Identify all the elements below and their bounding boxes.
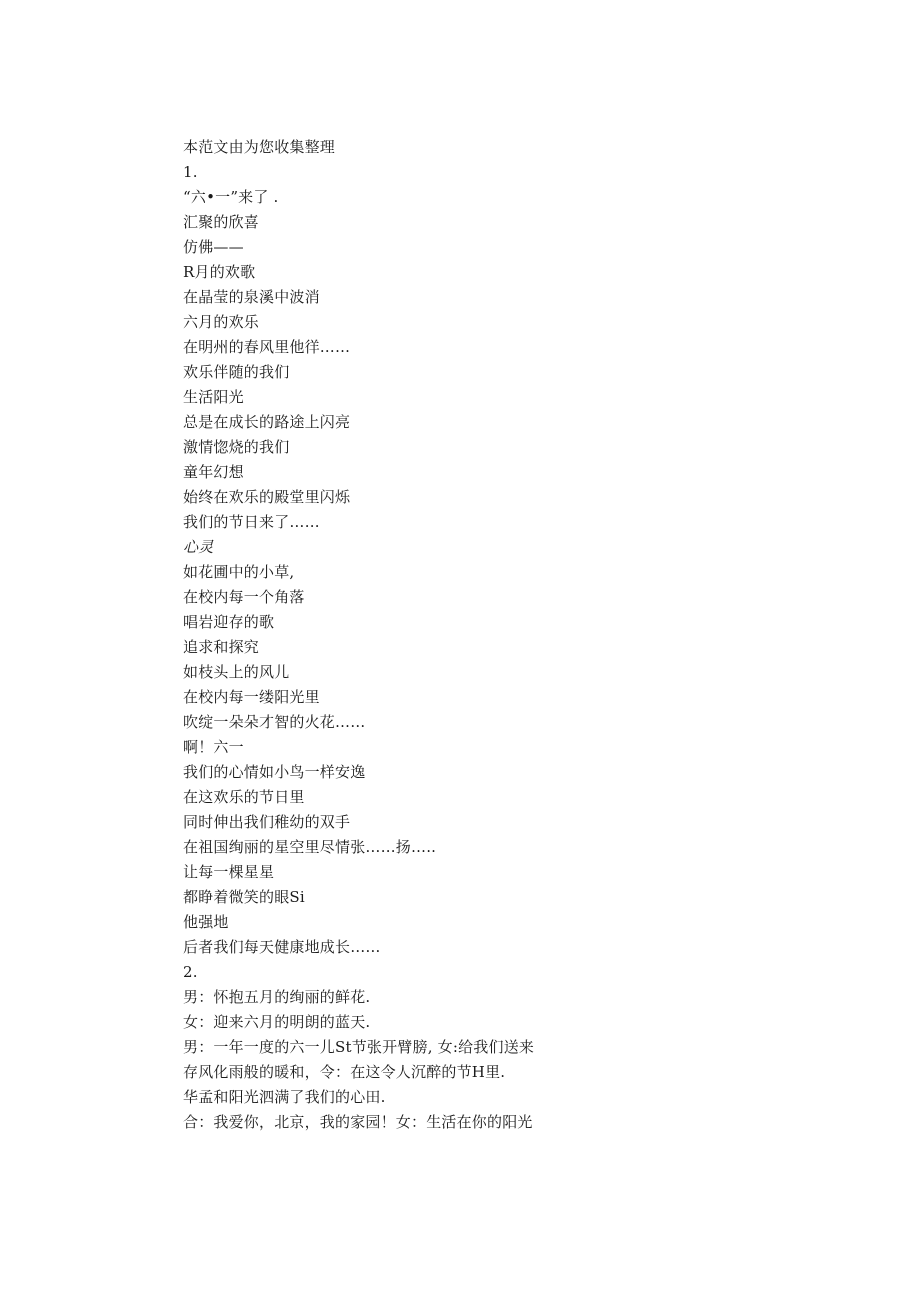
text-line: 我们的心情如小鸟一样安逸: [183, 763, 366, 781]
text-line: 男：怀抱五月的绚丽的鲜花.: [183, 988, 371, 1006]
text-line: 存风化雨般的暖和，令：在这令人沉醉的节H里.: [183, 1063, 506, 1081]
text-line: 在祖国绚丽的星空里尽情张……扬…..: [183, 838, 437, 856]
text-line: 汇聚的欣喜: [183, 213, 260, 231]
text-line: 总是在成长的路途上闪亮: [183, 413, 351, 431]
text-line: 让每一棵星星: [183, 863, 275, 881]
text-line: 唱岩迎存的歌: [183, 613, 275, 631]
text-line: 生活阳光: [183, 388, 244, 406]
text-line: 在明州的春风里他徉……: [183, 338, 351, 356]
text-line: 合：我爱你，北京，我的家园！女：生活在你的阳光: [183, 1113, 533, 1131]
text-line: 吹绽一朵朵才智的火花……: [183, 713, 366, 731]
text-line: 在晶莹的泉溪中波消: [183, 288, 320, 306]
text-line: 在这欢乐的节日里: [183, 788, 305, 806]
text-line: 男：一年一度的六一儿St节张开臂膀, 女:给我们送来: [183, 1038, 535, 1056]
text-line: 仿佛——: [183, 238, 244, 256]
text-line: 女：迎来六月的明朗的蓝天.: [183, 1013, 371, 1031]
text-line: 同时伸出我们稚幼的双手: [183, 813, 351, 831]
text-line: 六月的欢乐: [183, 313, 260, 331]
text-line: 1.: [183, 163, 198, 181]
text-line: 欢乐伴随的我们: [183, 363, 290, 381]
text-line: 如枝头上的风儿: [183, 663, 290, 681]
document-body: [183, 135, 783, 1135]
text-line: 始终在欢乐的殿堂里闪烁: [183, 488, 351, 506]
text-line: 啊！六一: [183, 738, 244, 756]
text-line: 华孟和阳光泗满了我们的心田.: [183, 1088, 386, 1106]
text-line: 在校内每一个角落: [183, 588, 305, 606]
text-line: 心灵: [183, 538, 214, 556]
text-line: 他强地: [183, 913, 229, 931]
text-line: 都睁着微笑的眼Si: [183, 888, 305, 906]
text-line: 我们的节日来了……: [183, 513, 320, 531]
text-line: 童年幻想: [183, 463, 244, 481]
text-line: 追求和探究: [183, 638, 260, 656]
text-line: 在校内每一缕阳光里: [183, 688, 320, 706]
text-line: 如花圃中的小草,: [183, 563, 295, 581]
text-line: “六•一”来了 .: [183, 188, 279, 206]
text-line: 本范文由为您收集整理: [183, 138, 336, 156]
text-line: R月的欢歌: [183, 263, 256, 281]
text-line: 激情惚烧的我们: [183, 438, 290, 456]
text-line: 后者我们每天健康地成长……: [183, 938, 381, 956]
text-line: 2.: [183, 963, 198, 981]
